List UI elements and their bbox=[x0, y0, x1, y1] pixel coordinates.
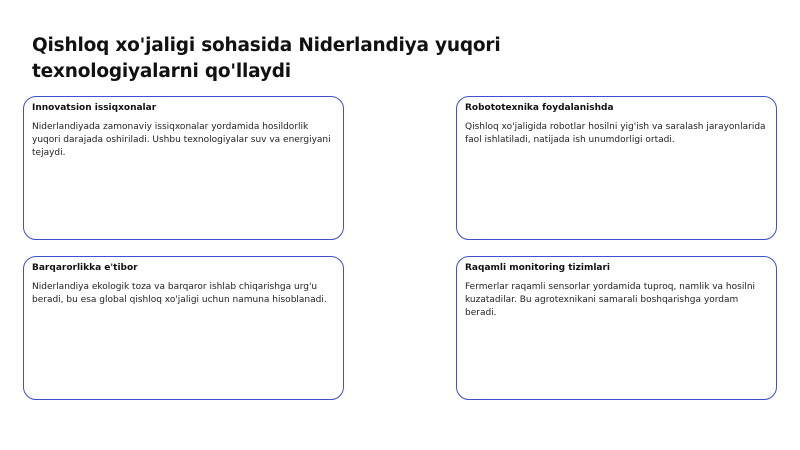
card-text: Niderlandiyada zamonaviy issiqxonalar yordamida hosildorlik yuqori darajada oshiriladi. Ushbu texnologiyalar suv va energiyani tejaydi. bbox=[32, 122, 331, 158]
card-title: Raqamli monitoring tizimlari bbox=[465, 263, 611, 273]
card-robotics bbox=[456, 96, 777, 240]
card-innovative-greenhouses bbox=[23, 96, 344, 240]
card-title: Robototexnika foydalanishda bbox=[465, 103, 614, 113]
card-text: Fermerlar raqamli sensorlar yordamida tuproq, namlik va hosilni kuzatadilar. Bu agrotexnikani samarali boshqarishga yordam beradi. bbox=[465, 282, 756, 318]
card-sustainability bbox=[23, 256, 344, 400]
card-title: Barqarorlikka e'tibor bbox=[32, 263, 138, 273]
card-text: Niderlandiya ekologik toza va barqaror ishlab chiqarishga urg'u beradi, bu esa global qishloq xo'jaligi uchun namuna hisoblanadi. bbox=[32, 282, 327, 305]
slide-title: Qishloq xo'jaligi sohasida Niderlandiya yuqori texnologiyalarni qo'llaydi bbox=[32, 35, 501, 82]
card-title: Innovatsion issiqxonalar bbox=[32, 103, 157, 113]
card-text: Qishloq xo'jaligida robotlar hosilni yig'ish va saralash jarayonlarida faol ishlatiladi, natijada ish unumdorligi ortadi. bbox=[465, 122, 766, 145]
card-digital-monitoring bbox=[456, 256, 777, 400]
